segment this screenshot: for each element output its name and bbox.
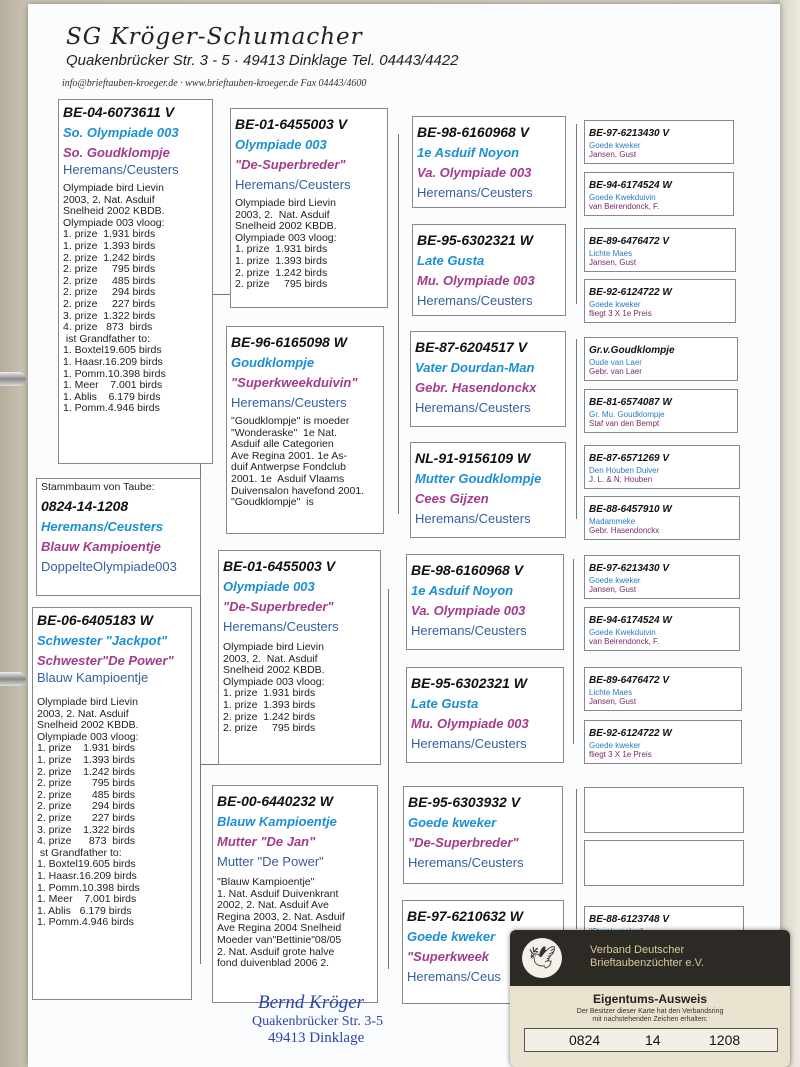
pigeon-name: Late Gusta [417, 253, 485, 268]
loft-name: SG Kröger-Schumacher [66, 24, 363, 50]
ring-number: BE-97-6213430 V [589, 128, 670, 139]
gen4-box-6 [584, 389, 738, 433]
gen3-box-6 [406, 667, 564, 763]
signature-name: Bernd Kröger [258, 992, 365, 1013]
breeder: van Beirendonck, F. [589, 637, 660, 646]
notes: "Blauw Kampioentje" 1. Nat. Asduif Duivenkrant 2002, 2. Nat. Asduif Ave Regina 2003, 2. Nat. Asduif Ave Regina 2004 Snelheid Moeder van"Bettinie"08/05 2. Nat. Asduif grote halve fond duivenblad 2006 2. [217, 876, 345, 970]
ring-number: BE-01-6455003 V [235, 116, 348, 132]
breeder: Heremans/Ceusters [223, 619, 339, 634]
gen3-box-5 [406, 554, 564, 650]
breeder: fliegt 3 X 1e Preis [589, 309, 652, 318]
ring-number: BE-87-6204517 V [415, 339, 528, 355]
breeder: Gebr. van Laer [589, 367, 642, 376]
pigeon-name: Late Gusta [411, 696, 479, 711]
breeder: van Beirendonck, F. [589, 202, 660, 211]
breeder: Heremans/Ceusters [417, 185, 533, 200]
ring-number: BE-89-6476472 V [589, 236, 670, 247]
gen4-box-3 [584, 228, 736, 272]
gen4-box-14 [584, 840, 744, 886]
pigeon-name2: Va. Olympiade 003 [417, 165, 532, 180]
pigeon-name: Goede kweker [589, 741, 641, 750]
card-title: Eigentums-Ausweis [592, 992, 708, 1006]
card-num-3: 1208 [709, 1032, 741, 1048]
gen4-box-11 [584, 667, 742, 711]
dove-logo-icon: 🕊 [522, 938, 562, 978]
pigeon-name: Goede kweker [408, 815, 497, 830]
mother-name: Schwester "Jackpot" [37, 633, 168, 648]
signature-street: Quakenbrücker Str. 3-5 [252, 1014, 384, 1029]
breeder: Jansen, Gust [589, 585, 637, 594]
pigeon-name: Blauw Kampioentje [41, 538, 161, 554]
gen2-box-2 [226, 326, 384, 534]
ring-number: BE-95-6303932 V [408, 794, 521, 810]
pigeon-name2: "De-Superbreder" [408, 835, 519, 850]
breeder: fliegt 3 X 1e Preis [589, 750, 652, 759]
father-breeder: Heremans/Ceusters [63, 162, 179, 177]
pigeon-name2: "Superkweekduivin" [231, 375, 358, 390]
pigeon-name: Madammeke [589, 517, 636, 526]
connector [388, 589, 389, 969]
pigeon-name: Goede kweker [407, 929, 496, 944]
gen2-box-3 [218, 550, 381, 765]
breeder: Gebr. Hasendonckx [589, 526, 660, 535]
pigeon-caption: Stammbaum von Taube: [41, 481, 155, 493]
father-name2: So. Goudklompje [63, 145, 170, 160]
ring-number: BE-00-6440232 W [217, 793, 333, 809]
breeder: Heremans/Ceusters [231, 395, 347, 410]
connector [398, 134, 399, 514]
binder-edge [780, 0, 800, 1067]
connector [200, 764, 220, 765]
pigeon-name: Blauw Kampioentje [217, 814, 337, 829]
breeder: Staf van den Bempt [589, 419, 660, 428]
pigeon-name: Goede kweker [589, 300, 641, 309]
ring-number: BE-98-6160968 V [411, 562, 524, 578]
gen3-box-1 [412, 116, 566, 208]
gen4-box-8 [584, 496, 740, 540]
gen4-box-13 [584, 787, 744, 833]
breeder: J. L. & N. Houben [589, 475, 653, 484]
pigeon-name: Oude van Laer [589, 358, 642, 367]
ring-number: BE-88-6457910 W [589, 504, 672, 515]
mother-breeder: Blauw Kampioentje [37, 670, 149, 685]
notes: Olympiade bird Lievin 2003, 2. Nat. Asduif Snelheid 2002 KBDB. Olympiade 003 vloog: 1. prize 1.931 birds 1. prize 1.393 birds 2. prize 1.242 birds 2. prize 795 birds [235, 197, 337, 291]
breeder: Heremans/Ceusters [415, 511, 531, 526]
pigeon-name: Olympiade 003 [235, 137, 327, 152]
pigeon-name: 1e Asduif Noyon [417, 145, 520, 160]
pigeon-name2: "De-Superbreder" [223, 599, 334, 614]
pigeon-name: Lichte Maes [589, 249, 633, 258]
pigeon-name: 1e Asduif Noyon [411, 583, 514, 598]
gen4-box-9 [584, 555, 740, 599]
notes: Olympiade bird Lievin 2003, 2. Nat. Asduif Snelheid 2002 KBDB. Olympiade 003 vloog: 1. prize 1.931 birds 1. prize 1.393 birds 2. prize 1.242 birds 2. prize 795 birds [223, 641, 325, 735]
pigeon-name: Goede kweker [589, 141, 641, 150]
signature-city: 49413 Dinklage [268, 1030, 365, 1046]
father-name: So. Olympiade 003 [63, 125, 179, 140]
pigeon-name2: "Superkweek [407, 949, 490, 964]
card-num-2: 14 [645, 1032, 661, 1048]
gen4-box-5 [584, 337, 738, 381]
signature-stamp [252, 992, 384, 1047]
pigeon-name: Mutter Goudklompje [415, 471, 542, 486]
ring-number: Gr.v.Goudklompje [589, 345, 675, 356]
breeder: Heremans/Ceusters [417, 293, 533, 308]
binder-ring [0, 372, 26, 386]
breeder: Mutter "De Power" [217, 854, 324, 869]
pedigree-sheet [28, 4, 780, 1067]
pigeon-ring: 0824-14-1208 [41, 497, 129, 514]
card-num-1: 0824 [569, 1032, 601, 1048]
card-ring-number [524, 1028, 778, 1052]
pigeon-name: Den Houben Duiver [589, 466, 660, 475]
gen3-box-2 [412, 224, 566, 316]
gen2-box-4 [212, 785, 378, 1003]
father-ring: BE-04-6073611 V [63, 104, 175, 120]
connector [573, 559, 574, 744]
ring-number: BE-01-6455003 V [223, 558, 336, 574]
ring-number: BE-97-6210632 W [407, 908, 523, 924]
ring-number: BE-92-6124722 W [589, 728, 672, 739]
pigeon-name2: Mu. Olympiade 003 [417, 273, 535, 288]
ring-number: BE-98-6160968 V [417, 124, 530, 140]
pigeon-name: Olympiade 003 [223, 579, 315, 594]
pigeon-name2: "De-Superbreder" [235, 157, 346, 172]
gen4-box-1 [584, 120, 734, 164]
pigeon-name: Goede kweker [589, 576, 641, 585]
ring-number: BE-95-6302321 W [411, 675, 527, 691]
pigeon-name: Lichte Maes [589, 688, 633, 697]
gen4-box-10 [584, 607, 740, 651]
father-notes: Olympiade bird Lievin 2003, 2. Nat. Asduif Snelheid 2002 KBDB. Olympiade 003 vloog: 1. prize 1.931 birds 1. prize 1.393 birds 2. prize 1.242 birds 2. prize 795 birds 2. prize 485 birds 2. prize 294 birds 2. prize 227 birds 3. prize 1.322 birds 4. prize 873 birds ist Grandfather to: 1. Boxtel19.605 birds 1. Haasr.16.209 birds 1. Pomm.10.398 birds 1. Meer 7.001 birds 1. Ablis 6.179 birds 1. Pomm.4.946 birds [63, 182, 166, 415]
gen4-box-12 [584, 720, 742, 764]
gen4-box-4 [584, 279, 736, 323]
pigeon-name2: Mutter "De Jan" [217, 834, 316, 849]
ring-number: BE-94-6174524 W [589, 180, 672, 191]
ring-number: NL-91-9156109 W [415, 450, 531, 466]
breeder: Heremans/Ceusters [411, 623, 527, 638]
card-subtitle: Der Besitzer dieser Karte hat den Verbandsring mit nachstehenden Zeichen erhalten: [576, 1008, 724, 1023]
ring-number: BE-81-6574087 W [589, 397, 672, 408]
pigeon-box [36, 478, 201, 596]
pigeon-name: Goudklompje [231, 355, 315, 370]
connector [576, 124, 577, 304]
pigeon-name: Goede Kwekduivin [589, 628, 656, 637]
ring-number: BE-95-6302321 W [417, 232, 533, 248]
connector [576, 789, 577, 929]
breeder: Heremans/Ceusters [415, 400, 531, 415]
ownership-card [510, 930, 790, 1067]
breeder: Heremans/Ceus [407, 969, 501, 984]
gen4-box-7 [584, 445, 740, 489]
gen4-box-2 [584, 172, 734, 216]
breeder: Heremans/Ceusters [408, 855, 524, 870]
breeder: Jansen, Gust [589, 258, 637, 267]
card-organization: Verband Deutscher Brieftaubenzüchter e.V. [590, 944, 704, 969]
gen3-box-7 [403, 786, 563, 884]
breeder: Heremans/Ceusters [235, 177, 351, 192]
mother-notes: Olympiade bird Lievin 2003, 2. Nat. Asduif Snelheid 2002 KBDB. Olympiade 003 vloog: 1. prize 1.931 birds 1. prize 1.393 birds 2. prize 1.242 birds 2. prize 795 birds 2. prize 485 birds 2. prize 294 birds 2. prize 227 birds 3. prize 1.322 birds 4. prize 873 birds st Grandfather to: 1. Boxtel19.605 birds 1. Haasr.16.209 birds 1. Pomm.10.398 birds 1. Meer 7.001 birds 1. Ablis 6.179 birds 1. Pomm.4.946 birds [37, 696, 140, 929]
gen3-box-4 [410, 442, 566, 538]
pigeon-line: DoppelteOlympiade003 [41, 558, 177, 574]
ring-number: BE-88-6123748 V [589, 914, 670, 925]
mother-name2: Schwester"De Power" [37, 653, 174, 668]
ring-number: BE-92-6124722 W [589, 287, 672, 298]
father-box [58, 99, 213, 464]
ring-number: BE-89-6476472 V [589, 675, 670, 686]
pigeon-name2: Cees Gijzen [415, 491, 489, 506]
pigeon-breeder: Heremans/Ceusters [41, 518, 164, 534]
connector [576, 339, 577, 519]
pigeon-name2: Va. Olympiade 003 [411, 603, 526, 618]
mother-box [32, 607, 192, 1000]
gen3-box-3 [410, 331, 566, 427]
notes: "Goudklompje" is moeder "Wonderaske" 1e Nat. Asduif alle Categorien Ave Regina 2001. 1e As- duif Antwerpse Fondclub 2001. 1e Asduif Vlaams Duivensalon havefond 2001. "Goudklompje" is [231, 415, 365, 509]
breeder: Jansen, Gust [589, 697, 637, 706]
ring-number: BE-97-6213430 V [589, 563, 670, 574]
breeder: Jansen, Gust [589, 150, 637, 159]
breeder: Heremans/Ceusters [411, 736, 527, 751]
loft-contact: info@brieftauben-kroeger.de · www.brieftauben-kroeger.de Fax 04443/4600 [62, 78, 367, 89]
ring-number: BE-96-6165098 W [231, 334, 347, 350]
pigeon-name: Goede Kwekduivin [589, 193, 656, 202]
mother-ring: BE-06-6405183 W [37, 612, 153, 628]
binder-ring [0, 672, 26, 686]
pigeon-name2: Mu. Olympiade 003 [411, 716, 529, 731]
loft-address: Quakenbrücker Str. 3 - 5 · 49413 Dinklage Tel. 04443/4422 [66, 52, 459, 69]
ring-number: BE-87-6571269 V [589, 453, 670, 464]
ring-number: BE-94-6174524 W [589, 615, 672, 626]
pigeon-name: Gr. Mu. Goudklompje [589, 410, 665, 419]
pigeon-name: Vater Dourdan-Man [415, 360, 535, 375]
pigeon-name2: Gebr. Hasendonckx [415, 380, 537, 395]
gen2-box-1 [230, 108, 388, 308]
